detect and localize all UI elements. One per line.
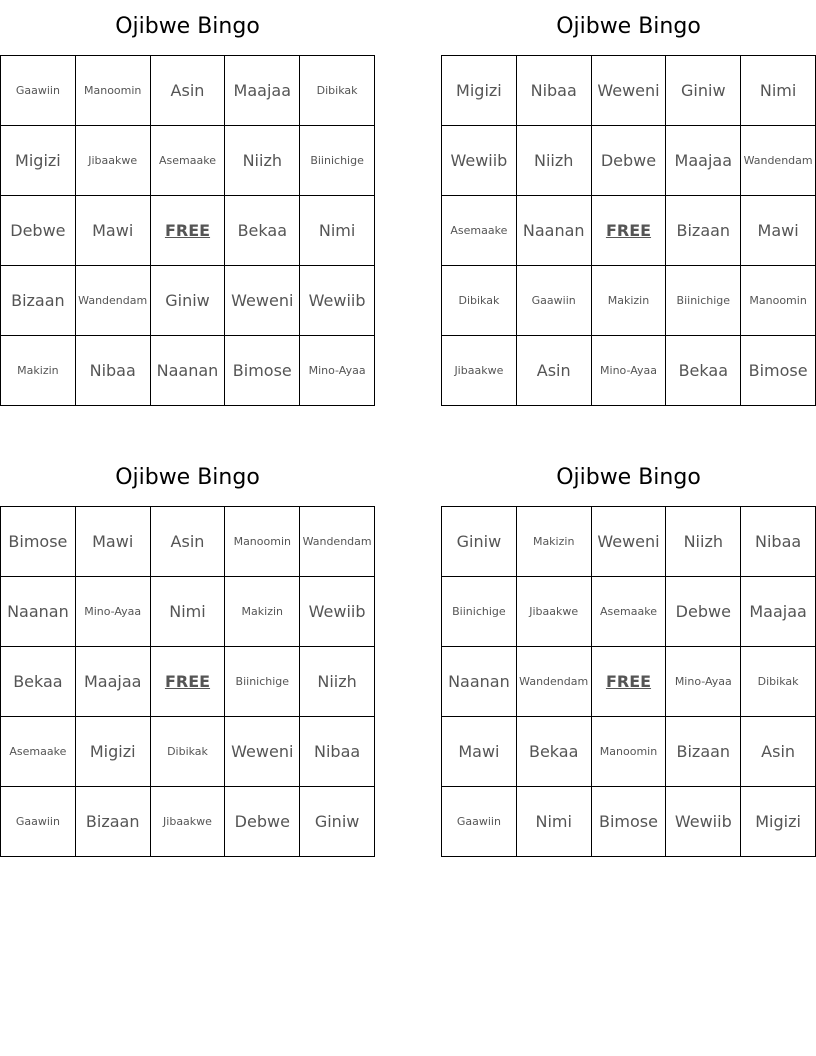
bingo-cell: Bizaan: [76, 787, 151, 857]
bingo-cell: Asin: [151, 507, 226, 577]
bingo-cell: Naanan: [442, 647, 517, 717]
bingo-cell: Wandendam: [517, 647, 592, 717]
bingo-cell: Bekaa: [666, 336, 741, 406]
bingo-cell: Niizh: [517, 126, 592, 196]
bingo-cell: Bimose: [225, 336, 300, 406]
bingo-cell: Biinichige: [300, 126, 375, 196]
bingo-cell: Migizi: [741, 787, 816, 857]
bingo-cell: Migizi: [76, 717, 151, 787]
bingo-cell: Jibaakwe: [76, 126, 151, 196]
bingo-cell: Wandendam: [76, 266, 151, 336]
bingo-cell: Bimose: [1, 507, 76, 577]
free-space-cell: FREE: [151, 647, 226, 717]
bingo-cell: Asemaake: [151, 126, 226, 196]
bingo-cell: Naanan: [517, 196, 592, 266]
bingo-cell: Debwe: [225, 787, 300, 857]
bingo-cell: Debwe: [666, 577, 741, 647]
bingo-cell: Wewiib: [300, 577, 375, 647]
bingo-cell: Wewiib: [442, 126, 517, 196]
bingo-cell: Manoomin: [741, 266, 816, 336]
bingo-cell: Giniw: [151, 266, 226, 336]
free-space-cell: FREE: [151, 196, 226, 266]
bingo-cell: Maajaa: [666, 126, 741, 196]
bingo-cell: Mino-Ayaa: [76, 577, 151, 647]
bingo-cell: Asemaake: [592, 577, 667, 647]
bingo-cell: Gaawiin: [1, 787, 76, 857]
bingo-cell: Maajaa: [225, 56, 300, 126]
bingo-cell: Debwe: [1, 196, 76, 266]
bingo-cell: Migizi: [442, 56, 517, 126]
bingo-cell: Mawi: [442, 717, 517, 787]
bingo-cell: Asemaake: [1, 717, 76, 787]
bingo-cell: Giniw: [666, 56, 741, 126]
bingo-cell: Makizin: [592, 266, 667, 336]
bingo-cell: Makizin: [517, 507, 592, 577]
free-space-cell: FREE: [592, 647, 667, 717]
bingo-cell: Mawi: [76, 196, 151, 266]
bingo-cell: Nimi: [151, 577, 226, 647]
bingo-cell: Wandendam: [300, 507, 375, 577]
bingo-cell: Mino-Ayaa: [666, 647, 741, 717]
bingo-cell: Gaawiin: [442, 787, 517, 857]
bingo-cell: Gaawiin: [517, 266, 592, 336]
bingo-cell: Niizh: [666, 507, 741, 577]
bingo-cell: Debwe: [592, 126, 667, 196]
bingo-cell: Nibaa: [300, 717, 375, 787]
bingo-cell: Gaawiin: [1, 56, 76, 126]
bingo-cell: Nibaa: [741, 507, 816, 577]
bingo-cell: Bimose: [741, 336, 816, 406]
bingo-cell: Weweni: [225, 717, 300, 787]
bingo-grid: [441, 506, 816, 857]
bingo-cell: Niizh: [225, 126, 300, 196]
bingo-cell: Biinichige: [442, 577, 517, 647]
bingo-cell: Naanan: [1, 577, 76, 647]
bingo-cell: Asin: [151, 56, 226, 126]
bingo-cell: Migizi: [1, 126, 76, 196]
bingo-cell: Niizh: [300, 647, 375, 717]
bingo-cell: Manoomin: [76, 56, 151, 126]
bingo-cell: Jibaakwe: [151, 787, 226, 857]
bingo-cell: Nimi: [517, 787, 592, 857]
bingo-cell: Nibaa: [76, 336, 151, 406]
bingo-cell: Biinichige: [666, 266, 741, 336]
bingo-cell: Dibikak: [741, 647, 816, 717]
bingo-cell: Giniw: [300, 787, 375, 857]
bingo-cell: Mawi: [741, 196, 816, 266]
bingo-cell: Bekaa: [517, 717, 592, 787]
bingo-cell: Asin: [741, 717, 816, 787]
bingo-cell: Nimi: [741, 56, 816, 126]
bingo-cell: Dibikak: [151, 717, 226, 787]
bingo-cell: Weweni: [225, 266, 300, 336]
bingo-cell: Biinichige: [225, 647, 300, 717]
bingo-cell: Bekaa: [225, 196, 300, 266]
bingo-cell: Bimose: [592, 787, 667, 857]
bingo-cell: Maajaa: [741, 577, 816, 647]
bingo-cell: Maajaa: [76, 647, 151, 717]
bingo-cell: Naanan: [151, 336, 226, 406]
bingo-cell: Dibikak: [442, 266, 517, 336]
bingo-cell: Makizin: [225, 577, 300, 647]
bingo-cell: Mawi: [76, 507, 151, 577]
bingo-cell: Giniw: [442, 507, 517, 577]
bingo-cell: Manoomin: [592, 717, 667, 787]
bingo-cell: Dibikak: [300, 56, 375, 126]
bingo-grid: [441, 55, 816, 406]
bingo-grid: [0, 55, 375, 406]
bingo-cell: Wewiib: [300, 266, 375, 336]
bingo-cell: Nimi: [300, 196, 375, 266]
bingo-cell: Wandendam: [741, 126, 816, 196]
bingo-cell: Asin: [517, 336, 592, 406]
bingo-cell: Jibaakwe: [442, 336, 517, 406]
bingo-grid: [0, 506, 375, 857]
bingo-cell: Bekaa: [1, 647, 76, 717]
card-title: Ojibwe Bingo: [115, 14, 260, 39]
bingo-cell: Jibaakwe: [517, 577, 592, 647]
bingo-cell: Asemaake: [442, 196, 517, 266]
free-space-cell: FREE: [592, 196, 667, 266]
bingo-cell: Mino-Ayaa: [300, 336, 375, 406]
bingo-cell: Weweni: [592, 56, 667, 126]
bingo-cell: Makizin: [1, 336, 76, 406]
bingo-cell: Wewiib: [666, 787, 741, 857]
card-title: Ojibwe Bingo: [556, 14, 701, 39]
card-title: Ojibwe Bingo: [115, 465, 260, 490]
bingo-cell: Bizaan: [1, 266, 76, 336]
bingo-cell: Bizaan: [666, 196, 741, 266]
bingo-cell: Weweni: [592, 507, 667, 577]
card-title: Ojibwe Bingo: [556, 465, 701, 490]
bingo-cell: Bizaan: [666, 717, 741, 787]
bingo-cell: Nibaa: [517, 56, 592, 126]
bingo-cell: Manoomin: [225, 507, 300, 577]
bingo-cell: Mino-Ayaa: [592, 336, 667, 406]
